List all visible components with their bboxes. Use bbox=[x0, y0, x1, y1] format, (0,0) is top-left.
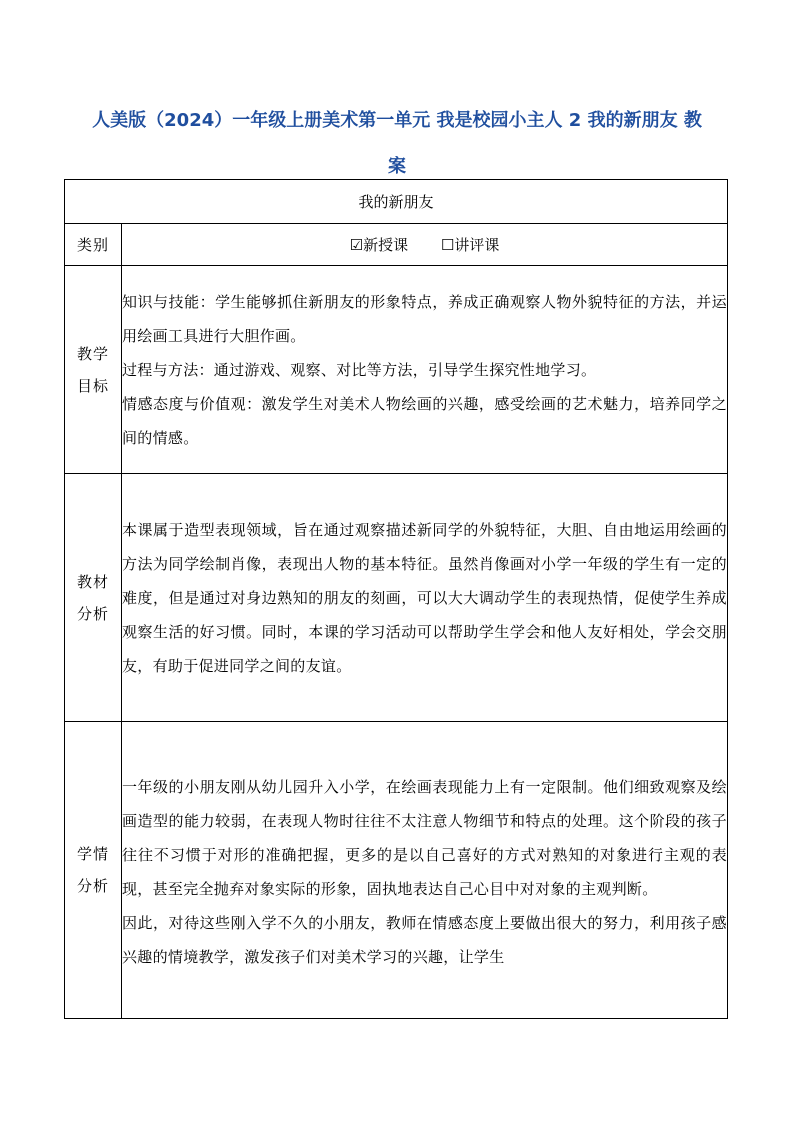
material-analysis-paragraph: 本课属于造型表现领域，旨在通过观察描述新同学的外貌特征，大胆、自由地运用绘画的方法为同学绘制肖像，表现出人物的基本特征。虽然肖像画对小学一年级的学生有一定的难度，但是通过对身边熟知的朋友的刻画，可以大大调动学生的表现热情，促使学生养成观察生活的好习惯。同时，本课的学习活动可以帮助学生学会和他人友好相处，学会交朋友，有助于促进同学之间的友谊。 bbox=[122, 520, 727, 675]
objectives-label bbox=[65, 266, 122, 474]
type-options bbox=[122, 224, 728, 266]
label-line: 学情 bbox=[76, 845, 109, 863]
student-analysis-row bbox=[65, 722, 728, 1019]
student-analysis-label bbox=[65, 722, 122, 1019]
title-line-2: 案 bbox=[388, 156, 406, 177]
label-line: 教学 bbox=[76, 344, 109, 363]
label-line: 分析 bbox=[76, 604, 109, 623]
objectives-content bbox=[122, 266, 728, 474]
material-analysis-row bbox=[65, 474, 728, 722]
type-option-review-lesson[interactable] bbox=[441, 236, 499, 254]
lesson-name-row bbox=[65, 180, 728, 224]
document-title bbox=[70, 98, 724, 190]
label-line: 教材 bbox=[76, 572, 109, 591]
material-analysis-label bbox=[65, 474, 122, 722]
material-analysis-content bbox=[122, 474, 728, 722]
objective-attitude: 情感态度与价值观：激发学生对美术人物绘画的兴趣，感受绘画的艺术魅力，培养同学之间的情感。 bbox=[122, 394, 727, 447]
type-option-label: 新授课 bbox=[363, 236, 409, 254]
objectives-row bbox=[65, 266, 728, 474]
objective-knowledge: 知识与技能：学生能够抓住新朋友的形象特点，养成正确观察人物外貌特征的方法，并运用绘画工具进行大胆作画。 bbox=[122, 292, 727, 345]
student-analysis-content bbox=[122, 722, 728, 1019]
unchecked-box-icon: ☐ bbox=[440, 236, 455, 254]
type-row bbox=[65, 224, 728, 266]
label-line: 分析 bbox=[76, 877, 109, 895]
student-analysis-paragraph: 因此，对待这些刚入学不久的小朋友，教师在情感态度上要做出很大的努力，利用孩子感兴趣的情境教学，激发孩子们对美术学习的兴趣，让学生 bbox=[122, 914, 727, 966]
type-label: 类别 bbox=[65, 224, 122, 266]
objective-process: 过程与方法：通过游戏、观察、对比等方法，引导学生探究性地学习。 bbox=[122, 360, 597, 379]
type-option-label: 讲评课 bbox=[454, 236, 500, 254]
checked-box-icon: ☑ bbox=[349, 236, 364, 254]
label-line: 目标 bbox=[76, 376, 109, 395]
title-line-1: 人美版（2024）一年级上册美术第一单元 我是校园小主人 2 我的新朋友 教 bbox=[92, 110, 702, 131]
student-analysis-paragraph: 一年级的小朋友刚从幼儿园升入小学，在绘画表现能力上有一定限制。他们细致观察及绘画造型的能力较弱，在表现人物时往往不太注意人物细节和特点的处理。这个阶段的孩子往往不习惯于对形的准确把握，更多的是以自己喜好的方式对熟知的对象进行主观的表现，甚至完全抛弃对象实际的形象，固执地表达自己心目中对对象的主观判断。 bbox=[122, 778, 727, 898]
lesson-name: 我的新朋友 bbox=[65, 180, 728, 224]
lesson-plan-table bbox=[64, 179, 728, 1019]
type-option-new-lesson[interactable] bbox=[350, 236, 408, 254]
